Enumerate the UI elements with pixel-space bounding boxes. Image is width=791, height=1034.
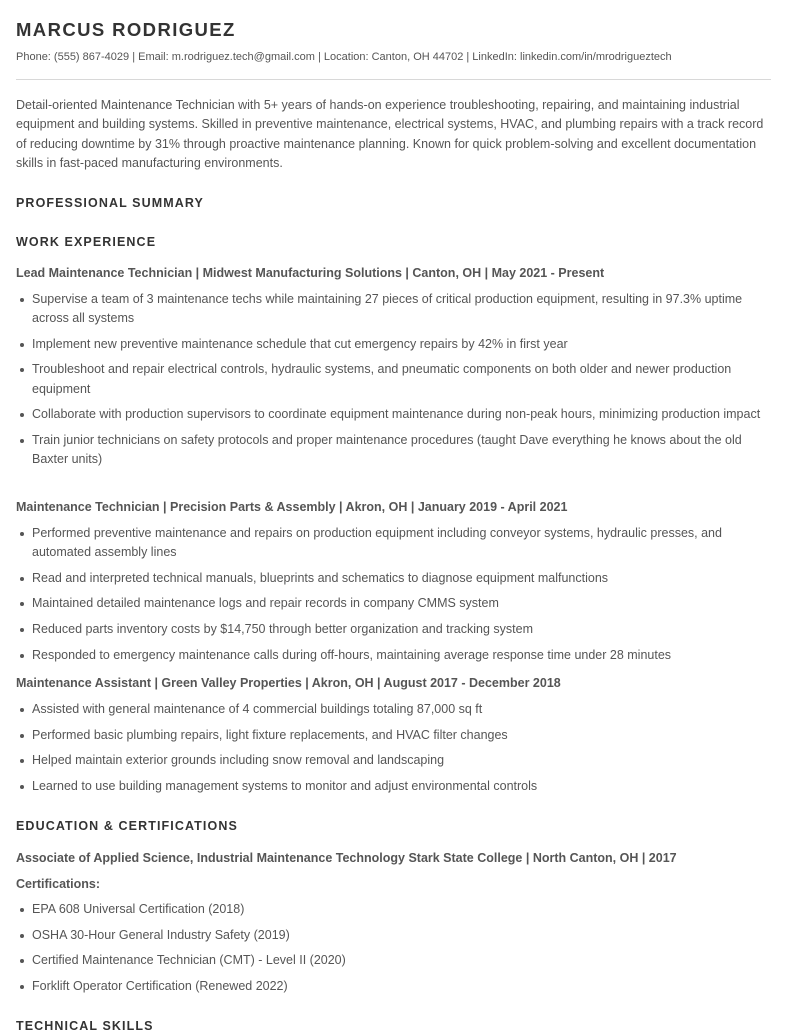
section-education: EDUCATION & CERTIFICATIONS	[16, 819, 238, 833]
list-item: Responded to emergency maintenance calls during off-hours, maintaining average response time under 28 minutes	[16, 646, 773, 665]
list-item: Train junior technicians on safety protocols and proper maintenance procedures (taught Dave everything he knows about the old Baxter units)	[16, 431, 773, 470]
list-item: Read and interpreted technical manuals, blueprints and schematics to diagnose equipment malfunctions	[16, 569, 773, 588]
header-divider	[16, 79, 771, 80]
list-item: Certified Maintenance Technician (CMT) - Level II (2020)	[16, 951, 773, 970]
degree-line: Associate of Applied Science, Industrial Maintenance Technology Stark State College | North Canton, OH | 2017	[16, 851, 677, 865]
list-item: Supervise a team of 3 maintenance techs while maintaining 27 pieces of critical production equipment, resulting in 97.3% uptime across all systems	[16, 290, 773, 329]
list-item: Assisted with general maintenance of 4 commercial buildings totaling 87,000 sq ft	[16, 700, 773, 719]
contact-line: Phone: (555) 867-4029 | Email: m.rodriguez.tech@gmail.com | Location: Canton, OH 44702 | LinkedIn: linkedin.com/in/mrodrigueztech	[16, 51, 672, 63]
section-work-experience: WORK EXPERIENCE	[16, 235, 157, 249]
list-item: Collaborate with production supervisors to coordinate equipment maintenance during non-peak hours, minimizing production impact	[16, 405, 773, 424]
list-item: Implement new preventive maintenance schedule that cut emergency repairs by 42% in first year	[16, 335, 773, 354]
list-item: Reduced parts inventory costs by $14,750 through better organization and tracking system	[16, 620, 773, 639]
list-item: Performed preventive maintenance and repairs on production equipment including conveyor systems, hydraulic presses, and automated assembly lines	[16, 524, 773, 563]
list-item: Performed basic plumbing repairs, light fixture replacements, and HVAC filter changes	[16, 726, 773, 745]
summary-paragraph: Detail-oriented Maintenance Technician with 5+ years of hands-on experience troubleshooting, repairing, and maintaining industrial equipment and building systems. Skilled in preventive maintenance, electrical systems, HVAC, and plumbing repairs with a track record of reducing downtime by 31% through proactive maintenance planning. Known for quick problem-solving and excellent documentation skills in fast-paced manufacturing environments.	[16, 98, 764, 170]
section-professional-summary: PROFESSIONAL SUMMARY	[16, 196, 204, 210]
list-item: Forklift Operator Certification (Renewed 2022)	[16, 977, 773, 996]
certifications-label: Certifications:	[16, 877, 101, 891]
list-item: EPA 608 Universal Certification (2018)	[16, 900, 773, 919]
job-heading: Lead Maintenance Technician | Midwest Manufacturing Solutions | Canton, OH | May 2021 - Present	[16, 266, 605, 280]
job-bullets	[16, 700, 773, 802]
section-technical-skills: TECHNICAL SKILLS	[16, 1019, 154, 1033]
job-heading: Maintenance Assistant | Green Valley Properties | Akron, OH | August 2017 - December 2018	[16, 676, 561, 690]
list-item: Troubleshoot and repair electrical controls, hydraulic systems, and pneumatic components on both older and newer production equipment	[16, 360, 773, 399]
list-item: Helped maintain exterior grounds including snow removal and landscaping	[16, 751, 773, 770]
job-bullets	[16, 524, 773, 671]
job-bullets	[16, 290, 773, 476]
list-item: Maintained detailed maintenance logs and repair records in company CMMS system	[16, 594, 773, 613]
candidate-name: MARCUS RODRIGUEZ	[16, 19, 236, 40]
certification-list	[16, 900, 773, 1002]
list-item: OSHA 30-Hour General Industry Safety (2019)	[16, 926, 773, 945]
list-item: Learned to use building management systems to monitor and adjust environmental controls	[16, 777, 773, 796]
job-heading: Maintenance Technician | Precision Parts & Assembly | Akron, OH | January 2019 - April 2021	[16, 500, 568, 514]
